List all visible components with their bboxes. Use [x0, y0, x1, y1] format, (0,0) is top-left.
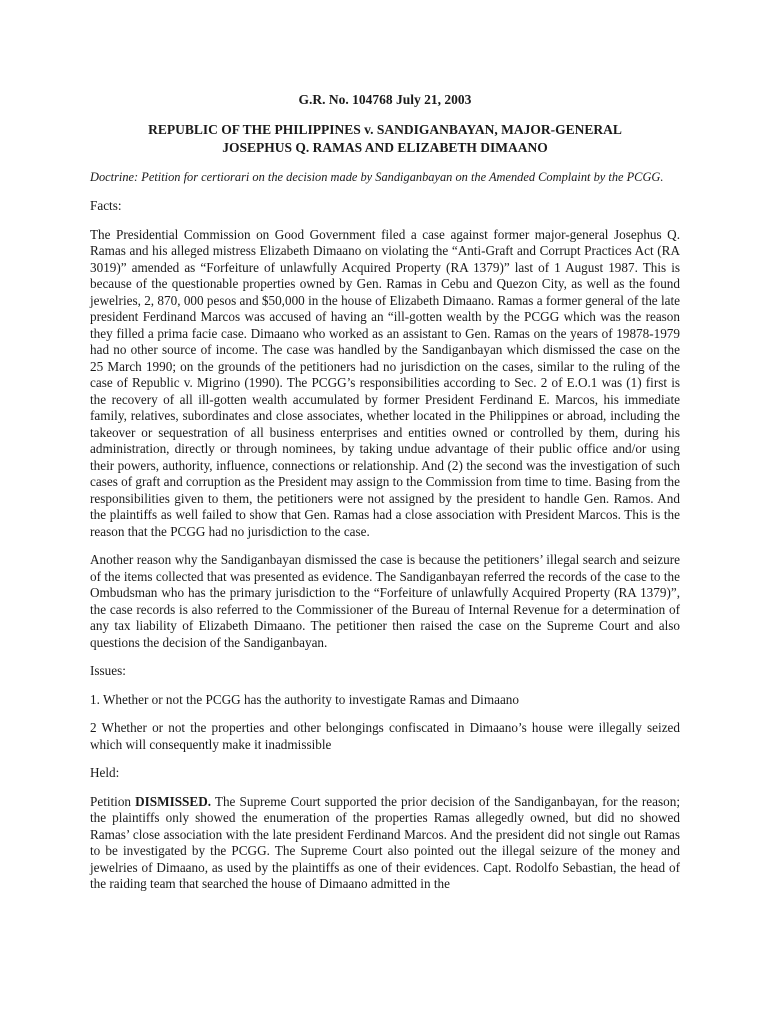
issues-label: Issues: [90, 663, 126, 678]
issue-1: 1. Whether or not the PCGG has the authority to investigate Ramas and Dimaano [90, 691, 519, 707]
held-paragraph [90, 794, 680, 893]
facts-label: Facts: [90, 198, 122, 213]
case-title-line-2: JOSEPHUS Q. RAMAS AND ELIZABETH DIMAANO [222, 139, 548, 155]
case-number: G.R. No. 104768 July 21, 2003 [298, 92, 472, 107]
held-verdict: DISMISSED. [135, 793, 212, 809]
held-lead: Petition [90, 793, 136, 809]
case-title-line-1: REPUBLIC OF THE PHILIPPINES v. SANDIGANBAYAN, MAJOR-GENERAL [148, 121, 622, 137]
doctrine: Doctrine: Petition for certiorari on the decision made by Sandiganbayan on the Amended Complaint by the PCGG. [90, 169, 664, 184]
case-title [90, 121, 680, 157]
facts-paragraph-1: The Presidential Commission on Good Government filed a case against former major-general Josephus Q. Ramas and his alleged mistress Elizabeth Dimaano on violating the “Anti-Graft and Corrupt Practices Act (RA 3019)” amended as “Forfeiture of unlawfully Acquired Property (RA 1379)” last of 1 August 1987. This is because of the questionable properties owned by Gen. Ramas in Cebu and Quezon City, as well as the found jewelries, 2, 870, 000 pesos and $50,000 in the house of Elizabeth Dimaano. Ramas a former general of the late president Ferdinand Marcos was accused of having an “ill-gotten wealth by the PCGG which was the reason they filled a prima facie case. Dimaano who worked as an assistant to Gen. Ramas on the years of 19878-1979 had no other source of income. The case was handled by the Sandiganbayan which dismissed the case on the 25 March 1990; on the grounds of the petitioners had no jurisdiction on the cases, similar to the ruling of the case of Republic v. Migrino (1990). The PCGG’s responsibilities according to Sec. 2 of E.O.1 was (1) first is the recovery of all ill-gotten wealth accumulated by former President Ferdinand E. Marcos, his immediate family, relatives, subordinates and close associates, whether located in the Philippines or abroad, including the takeover or sequestration of all business enterprises and entities owned or controlled by them, during his administration, directly or through nominees, by taking undue advantage of their public office and/or using their powers, authority, influence, connections or relationship. And (2) the second was the investigation of such cases of graft and corruption as the President may assign to the Commission from time to time. Basing from the responsibilities given to them, the petitioners were not assigned by the president to handle Gen. Ramos. And the plaintiffs as well failed to show that Gen. Ramas had a close association with President Marcos. This is the reason that the PCGG had no jurisdiction to the case. [90, 226, 680, 539]
held-text: The Supreme Court supported the prior decision of the Sandiganbayan, for the reason; the plaintiffs only showed the enumeration of the properties Ramas allegedly owned, but did no showed Ramas’ close association with the late president Ferdinand Marcos. And the president did not single out Ramas to be investigated by the PCGG. The Supreme Court also pointed out the illegal seizure of the money and jewelries of Dimaano, as used by the plaintiffs as one of their evidences. Capt. Rodolfo Sebastian, the head of the raiding team that searched the house of Dimaano admitted in the [90, 793, 680, 891]
facts-paragraph-2: Another reason why the Sandiganbayan dismissed the case is because the petitioners’ illegal search and seizure of the items collected that was presented as evidence. The Sandiganbayan referred the records of the case to the Ombudsman who has the primary jurisdiction to the “Forfeiture of unlawfully Acquired Property (RA 1379)”, the case records is also referred to the Commissioner of the Bureau of Internal Revenue for a determination of any tax liability of Elizabeth Dimaano. The petitioner then raised the case on the Supreme Court and also questions the decision of the Sandiganbayan. [90, 552, 680, 650]
held-label: Held: [90, 765, 120, 780]
issue-2: 2 Whether or not the properties and other belongings confiscated in Dimaano’s house were illegally seized which will consequently make it inadmissible [90, 720, 680, 752]
